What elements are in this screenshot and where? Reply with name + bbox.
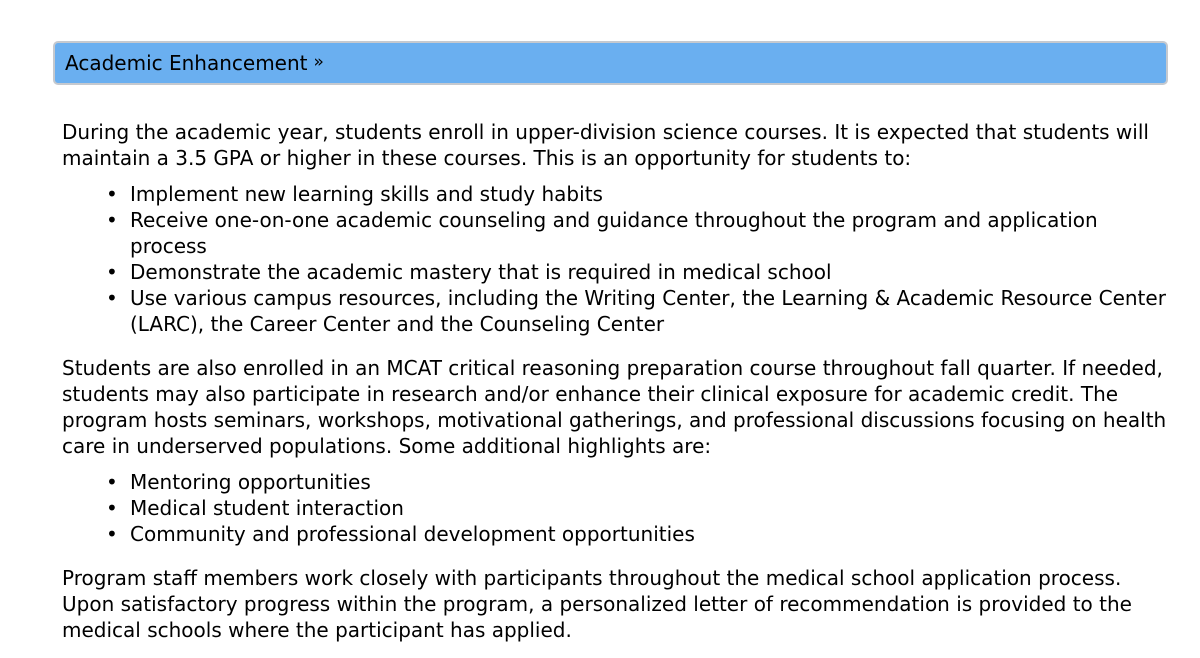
list-item: • Community and professional development opportunities: [130, 521, 1172, 547]
staff-paragraph: Program staff members work closely with participants throughout the medical school application process. Upon satisfactory progress within the program, a personalized letter of recommendation is provided to the medical schools where the participant has applied.: [62, 566, 1132, 642]
mcat-paragraph: Students are also enrolled in an MCAT critical reasoning preparation course throughout fall quarter. If needed, students may also participate in research and/or enhance their clinical exposure for academic credit. The program hosts seminars, workshops, motivational gatherings, and professional discussions focusing on health care in underserved populations. Some additional highlights are:: [62, 356, 1167, 458]
list-item: • Demonstrate the academic mastery that is required in medical school: [130, 259, 1172, 285]
list-item: • Mentoring opportunities: [130, 469, 1172, 495]
section-content: [62, 119, 1172, 643]
list-item: • Medical student interaction: [130, 495, 1172, 521]
list-item: • Receive one-on-one academic counseling and guidance throughout the program and application process: [130, 207, 1172, 259]
list-item: • Use various campus resources, including the Writing Center, the Learning & Academic Resource Center (LARC), the Career Center and the Counseling Center: [130, 285, 1172, 337]
expand-arrow-icon: »: [313, 52, 324, 72]
section-header-title: Academic Enhancement: [65, 51, 308, 75]
list-item: • Implement new learning skills and study habits: [130, 181, 1172, 207]
intro-paragraph: During the academic year, students enroll in upper-division science courses. It is expected that students will maintain a 3.5 GPA or higher in these courses. This is an opportunity for students to:: [62, 120, 1149, 170]
highlights-list: [62, 469, 1172, 547]
opportunities-list: [62, 181, 1172, 337]
section-header-academic-enhancement[interactable]: [53, 41, 1168, 85]
